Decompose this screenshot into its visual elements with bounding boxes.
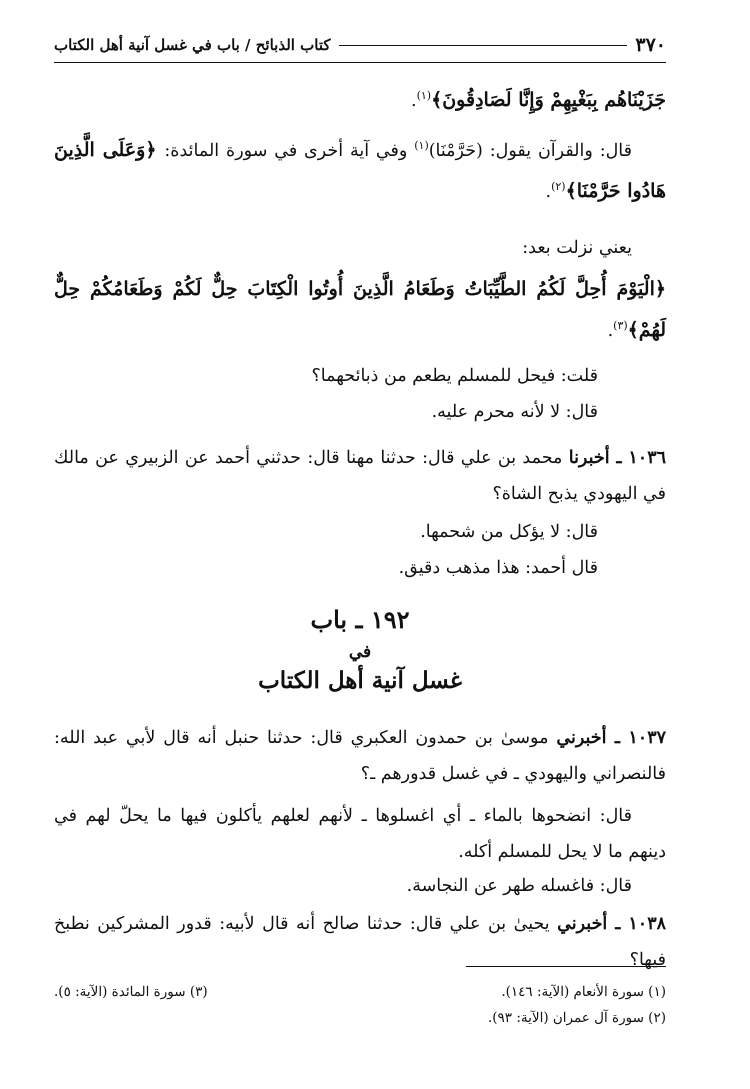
- footnote-ref: (١): [416, 89, 432, 102]
- running-title: كتاب الذبائح / باب في غسل آنية أهل الكتاب: [54, 36, 331, 54]
- paragraph-text: قال: والقرآن يقول: (حَرَّمْنَا): [428, 140, 633, 161]
- header-divider: [54, 62, 666, 63]
- narration-text: يحيىٰ بن علي قال: حدثنا صالح أنه قال لأبيه: قدور المشركين نطبخ فيها؟: [54, 914, 666, 970]
- paragraph-text: يعني نزلت بعد:: [522, 238, 632, 258]
- footnote-ref: (١): [414, 139, 429, 152]
- footnote-3: (٣) سورة المائدة (الآية: ٥).: [54, 984, 208, 1000]
- narration-text: موسىٰ بن حمدون العكبري قال: حدثنا حنبل أنه قال لأبي عبد الله: فالنصراني واليهودي ـ في غسل قدورهم ـ؟: [54, 728, 666, 784]
- chapter-heading: [54, 600, 666, 698]
- narration-1036: [54, 440, 666, 512]
- footnote-separator: [466, 966, 666, 967]
- quran-verse: ﴿الْيَوْمَ أُحِلَّ لَكُمُ الطَّيِّبَاتُ وَطَعَامُ الَّذِينَ أُوتُوا الْكِتَابَ حِلٌّ لَكُمْ وَطَعَامُكُمْ حِلٌّ لَهُمْ﴾: [54, 278, 666, 341]
- quran-verse: ﴿وَعَلَى الَّذِينَ هَادُوا حَرَّمْنَا﴾: [54, 138, 666, 202]
- question-text: قلت: فيحل للمسلم يطعم من ذبائحهما؟: [311, 366, 598, 386]
- paragraph-quran-says: قال: والقرآن يقول: (حَرَّمْنَا)$^{(١)}$ وفي آية أخرى في سورة المائدة: ﴿وَعَلَى الَّذِينَ هَادُوا حَرَّمْنَا﴾$^{(٢)}$.: [54, 138, 666, 202]
- quran-verse: جَزَيْنَاهُم بِبَغْيِهِمْ وَإِنَّا لَصَادِقُونَ﴾: [431, 88, 666, 111]
- answer-line: [54, 550, 666, 586]
- answer-paragraph: [54, 798, 666, 870]
- footnote-2: (٢) سورة آل عمران (الآية: ٩٣).: [487, 1010, 666, 1026]
- question-line: [54, 358, 666, 394]
- narration-number: ١٠٣٧ ـ أخبرني: [556, 728, 666, 748]
- paragraph-verse-maidah: ﴿الْيَوْمَ أُحِلَّ لَكُمُ الطَّيِّبَاتُ وَطَعَامُ الَّذِينَ أُوتُوا الْكِتَابَ حِلٌّ لَكُمْ وَطَعَامُكُمْ حِلٌّ لَهُمْ﴾$^{(٣)}$.: [54, 278, 666, 341]
- verse-continuation: جَزَيْنَاهُم بِبَغْيِهِمْ وَإِنَّا لَصَادِقُونَ﴾$^{(١)}$.: [411, 88, 666, 111]
- page-number: ٣٧٠: [635, 34, 666, 56]
- answer-line: [54, 868, 666, 904]
- narration-number: ١٠٣٦ ـ أخبرنا: [568, 448, 666, 468]
- paragraph-revealed-after: [54, 230, 666, 266]
- header-rule: [339, 45, 628, 46]
- footnote-ref: (٣): [613, 319, 628, 332]
- paragraph-text: وفي آية أخرى في سورة المائدة:: [164, 140, 415, 161]
- answer-text: قال: انضحوها بالماء ـ أي اغسلوها ـ لأنهم لعلهم يأكلون فيها ما يحلّ لهم في دينهم ما لا يحل للمسلم أكله.: [54, 806, 666, 862]
- answer-line: [54, 514, 666, 550]
- chapter-number: ١٩٢ ـ باب: [310, 605, 410, 634]
- chapter-title: غسل آنية أهل الكتاب: [258, 667, 462, 694]
- answer-text: قال: لا يؤكل من شحمها.: [420, 522, 598, 542]
- answer-text: قال: لا لأنه محرم عليه.: [431, 402, 598, 422]
- narration-1038: [54, 906, 666, 978]
- narration-text: محمد بن علي قال: حدثنا مهنا قال: حدثني أحمد عن الزبيري عن مالك في اليهودي يذبح الشاة؟: [54, 448, 666, 504]
- running-header: [54, 30, 666, 60]
- narration-1037: [54, 720, 666, 792]
- answer-text: قال: فاغسله طهر عن النجاسة.: [406, 876, 632, 896]
- chapter-fi: في: [348, 642, 372, 662]
- narration-number: ١٠٣٨ ـ أخبرني: [557, 914, 667, 934]
- answer-text: قال أحمد: هذا مذهب دقيق.: [398, 558, 598, 578]
- answer-line: [54, 394, 666, 430]
- book-page: [54, 30, 666, 1070]
- footnote-ref: (٢): [551, 179, 566, 193]
- footnote-1: (١) سورة الأنعام (الآية: ١٤٦).: [501, 984, 666, 1000]
